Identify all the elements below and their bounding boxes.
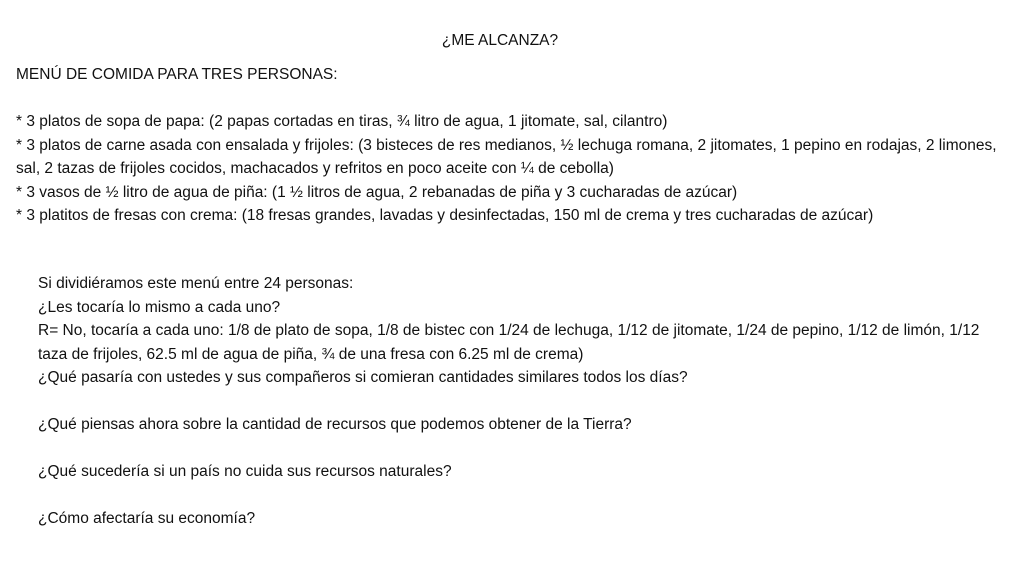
question-country-resources: ¿Qué sucedería si un país no cuida sus recursos naturales? — [38, 463, 452, 480]
question-daily-consumption: ¿Qué pasaría con ustedes y sus compañeros si comieran cantidades similares todos los días? — [38, 369, 688, 386]
menu-item-pineapple-water: * 3 vasos de ½ litro de agua de piña: (1 ½ litros de agua, 2 rebanadas de piña y 3 cucharadas de azúcar) — [16, 183, 738, 201]
question-same-share: ¿Les tocaría lo mismo a cada uno? — [38, 298, 281, 316]
question-earth-resources: ¿Qué piensas ahora sobre la cantidad de recursos que podemos obtener de la Tierra? — [38, 416, 632, 433]
menu-item-strawberries: * 3 platitos de fresas con crema: (18 fresas grandes, lavadas y desinfectadas, 150 ml de crema y tres cucharadas de azúcar) — [16, 207, 874, 224]
menu-heading: MENÚ DE COMIDA PARA TRES PERSONAS: — [16, 66, 338, 83]
question-economy: ¿Cómo afectaría su economía? — [38, 510, 256, 527]
question-divide-menu: Si dividiéramos este menú entre 24 personas: — [38, 275, 354, 292]
questions-section — [38, 272, 1013, 531]
answer-share: R= No, tocaría a cada uno: 1/8 de plato de sopa, 1/8 de bistec con 1/24 de lechuga, 1/12 de jitomate, 1/24 de pepino, 1/12 de limón, 1/12 taza de frijoles, 62.5 ml de agua de piña, ¾ de una fresa con 6.25 ml de crema) — [38, 322, 980, 363]
slide-title: ¿ME ALCANZA? — [441, 32, 559, 49]
menu-item-steak: * 3 platos de carne asada con ensalada y frijoles: (3 bisteces de res medianos, ½ lechuga romana, 2 jitomates, 1 pepino en rodajas, 2 limones, sal, 2 tazas de frijoles cocidos, machacados y refritos en poco aceite con ¼ de cebolla) — [16, 136, 997, 177]
spacer — [38, 390, 1013, 414]
spacer — [38, 437, 1013, 461]
menu-item-soup: * 3 platos de sopa de papa: (2 papas cortadas en tiras, ¾ litro de agua, 1 jitomate, sal, cilantro) — [16, 113, 668, 130]
menu-section — [16, 63, 1016, 228]
spacer — [38, 484, 1013, 508]
